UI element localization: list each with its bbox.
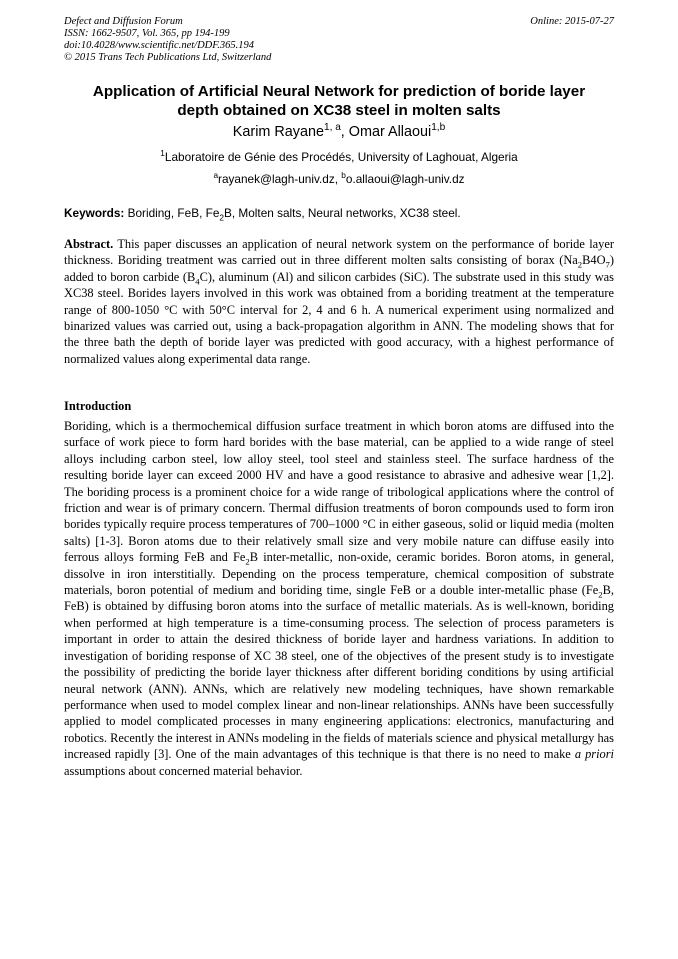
- author-emails: [64, 171, 614, 187]
- intro-text-2: B inter-metallic, non-oxide, ceramic borides. Boron atoms, in general, dissolve in iron interstitially. Depending on the process temperature, chemical composition of substrate materials, boron potential of medium and boriding time, single FeB or a double inter-metallic phase (Fe: [64, 550, 614, 598]
- keywords-label: Keywords:: [64, 206, 125, 220]
- intro-subscript-2: 2: [598, 589, 603, 600]
- title-line-2: depth obtained on XC38 steel in molten salts: [177, 102, 501, 119]
- email-a-superscript: a: [213, 171, 219, 181]
- doi-line: doi:10.4028/www.scientific.net/DDF.365.194: [64, 40, 255, 51]
- abstract-subscript-2: 7: [605, 259, 610, 270]
- keywords-subscript: 2: [219, 213, 224, 223]
- author-1-superscript: 1, a: [323, 122, 341, 134]
- abstract: [64, 236, 614, 367]
- affiliation-superscript: 1: [160, 149, 165, 159]
- abstract-subscript-3: 4: [195, 276, 200, 287]
- abstract-text-2: B4O: [582, 253, 606, 268]
- abstract-text-4: C), aluminum (Al) and silicon carbides (SiC). The substrate used in this study was XC38 steel. Borides layers involved in this work was obtained from a boriding treatment at the temperature range of 800-1050 °C with 50°C interval for 2, 4 and 6 h. A numerical experiment using normalized and binarized values was carried out, using a back-propagation algorithm in ANN. The modeling shows that for the three bath the depth of boride layer was predicted with good accuracy, with a highest performance of normalized values along experimental data range.: [64, 269, 614, 366]
- abstract-subscript-1: 2: [577, 259, 583, 270]
- journal-name: Defect and Diffusion Forum: [64, 16, 183, 27]
- author-2-name: Omar Allaoui: [348, 124, 432, 140]
- copyright-line: © 2015 Trans Tech Publications Ltd, Switzerland: [64, 52, 272, 63]
- introduction-body: [64, 418, 614, 779]
- author-separator: ,: [340, 124, 349, 140]
- title-line-1: Application of Artificial Neural Network for prediction of boride layer: [92, 83, 586, 100]
- author-1-name: Karim Rayane: [232, 124, 324, 140]
- email-a: rayanek@lagh-univ.dz: [218, 172, 335, 186]
- author-list: [64, 123, 614, 141]
- intro-text-1: Boriding, which is a thermochemical diffusion surface treatment in which boron atoms are diffused into the surface of work piece to form hard borides with the base material, can be applied to a wide range of steel alloys including carbon steel, low alloy steel, tool steel and stainless steel. The surface hardness of the resulting boride layer can exceed 2000 HV and have a good resistance to abrasive and adhesive wear [1,2]. The boriding process is a prominent choice for a wide range of tribological applications where the control of friction and wear is of primary concern. Thermal diffusion treatments of boron compounds used to form iron borides typically require process temperatures of 700–1000 °C in either gaseous, solid or liquid media (molten salts) [1-3]. Boron atoms due to their relatively small size and very mobile nature can diffuse easily into ferrous alloys forming FeB and Fe: [64, 419, 614, 565]
- intro-text-3: B, FeB) is obtained by diffusing boron atoms into the surface of metallic materials. As is well-known, boriding when performed at high temperature is a time-consuming process. The selection of process parameters is important in order to attain the desired thickness of boride layer and hardness variations. In addition to investigation of boriding response of XC 38 steel, one of the objectives of the present study is to investigate the possibility of predicting the boride layer thickness after different boriding conditions by using artificial neural network (ANN). ANNs, which are relatively new modeling techniques, have shown remarkable performance when used to model complex linear and non-linear relationships. ANNs have been successfully applied to model complicated processes in many engineering applications: electronics, manufacturing and robotics. Recently the interest in ANNs modeling in the fields of materials science and physical metallurgy has increased rapidly [3]. One of the main advantages of this technique is that there is no need to make: [64, 583, 614, 762]
- intro-subscript-1: 2: [245, 556, 250, 567]
- keywords-text-1: Boriding, FeB, Fe: [124, 206, 220, 220]
- keywords-text-2: B, Molten salts, Neural networks, XC38 steel.: [223, 206, 461, 220]
- paper-title: [64, 82, 614, 120]
- keywords: [64, 205, 614, 221]
- intro-text-4: assumptions about concerned material behavior.: [64, 763, 303, 778]
- issn-line: ISSN: 1662-9507, Vol. 365, pp 194-199: [64, 28, 230, 39]
- intro-italic: a priori: [574, 747, 614, 762]
- abstract-text-3: ) added to boron carbide (B: [64, 253, 614, 284]
- affiliation: [64, 149, 614, 165]
- introduction-heading: Introduction: [64, 399, 132, 413]
- journal-header: [64, 16, 271, 64]
- abstract-label: Abstract.: [64, 237, 114, 251]
- author-2-superscript: 1,b: [431, 122, 446, 134]
- email-separator: ,: [334, 172, 342, 186]
- abstract-text-1: This paper discusses an application of neural network system on the performance of boride layer thickness. Boriding treatment was carried out in three different molten salts consisting of borax (Na: [64, 237, 614, 268]
- online-date: Online: 2015-07-27: [530, 16, 614, 27]
- email-b-superscript: b: [341, 171, 346, 181]
- email-b: o.allaoui@lagh-univ.dz: [345, 172, 465, 186]
- affiliation-text: Laboratoire de Génie des Procédés, University of Laghouat, Algeria: [164, 150, 518, 164]
